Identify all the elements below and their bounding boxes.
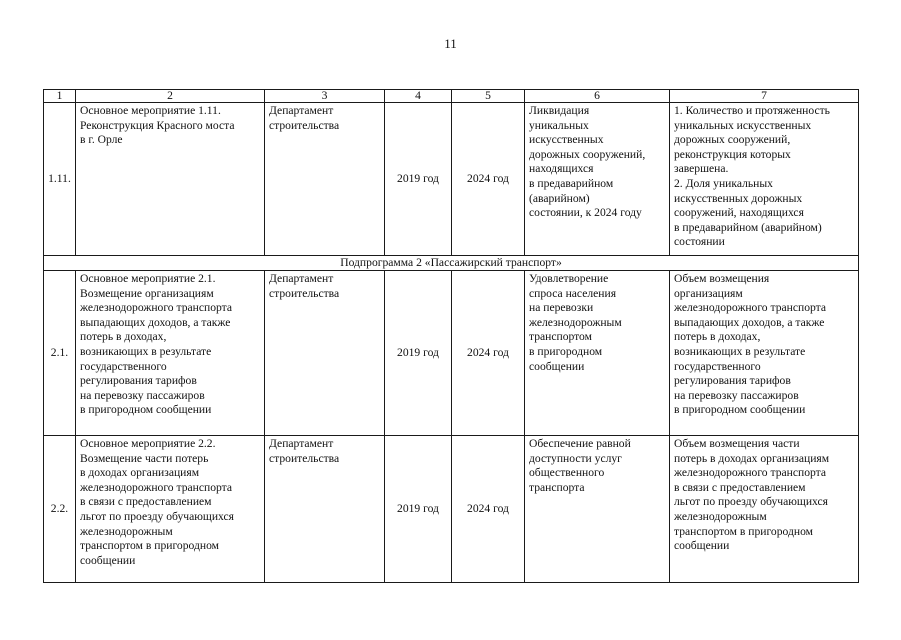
row-number: 2.1. — [44, 271, 76, 436]
table-row — [44, 436, 859, 583]
column-header: 1 — [44, 90, 76, 103]
program-events-table — [43, 89, 859, 583]
column-header: 5 — [452, 90, 525, 103]
page-number: 11 — [444, 36, 457, 51]
executor-cell: Департамент строительства — [265, 436, 385, 583]
end-year-cell: 2024 год — [452, 271, 525, 436]
end-year-cell: 2024 год — [452, 103, 525, 256]
subprogram-title: Подпрограмма 2 «Пассажирский транспорт» — [44, 256, 859, 271]
indicator-cell: Объем возмещения организациям железнодорожного транспорта выпадающих доходов, а также потерь в доходах, возникающих в результате государственного регулирования тарифов на перевозку пассажиров в пригородном сообщении — [670, 271, 859, 436]
column-header: 4 — [385, 90, 452, 103]
start-year-cell: 2019 год — [385, 103, 452, 256]
column-header: 7 — [670, 90, 859, 103]
column-number-row — [44, 90, 859, 103]
event-name-cell: Основное мероприятие 1.11. Реконструкция Красного моста в г. Орле — [76, 103, 265, 256]
subprogram-row — [44, 256, 859, 271]
end-year-cell: 2024 год — [452, 436, 525, 583]
indicator-cell: 1. Количество и протяженность уникальных искусственных дорожных сооружений, реконструкция которых завершена. 2. Доля уникальных искусственных дорожных сооружений, находящихся в предаварийном (аварийном) состоянии — [670, 103, 859, 256]
expected-result-cell: Обеспечение равной доступности услуг общественного транспорта — [525, 436, 670, 583]
event-name-cell: Основное мероприятие 2.2. Возмещение части потерь в доходах организациям железнодорожного транспорта в связи с предоставлением льгот по проезду обучающихся железнодорожным транспортом в пригородном сообщении — [76, 436, 265, 583]
expected-result-cell: Удовлетворение спроса населения на перевозки железнодорожным транспортом в пригородном сообщении — [525, 271, 670, 436]
start-year-cell: 2019 год — [385, 271, 452, 436]
start-year-cell: 2019 год — [385, 436, 452, 583]
expected-result-cell: Ликвидация уникальных искусственных дорожных сооружений, находящихся в предаварийном (аварийном) состоянии, к 2024 году — [525, 103, 670, 256]
executor-cell: Департамент строительства — [265, 271, 385, 436]
column-header: 6 — [525, 90, 670, 103]
column-header: 2 — [76, 90, 265, 103]
executor-cell: Департамент строительства — [265, 103, 385, 256]
indicator-cell: Объем возмещения части потерь в доходах организациям железнодорожного транспорта в связи с предоставлением льгот по проезду обучающихся железнодорожным транспортом в пригородном сообщении — [670, 436, 859, 583]
table-row — [44, 103, 859, 256]
row-number: 1.11. — [44, 103, 76, 256]
row-number: 2.2. — [44, 436, 76, 583]
table-row — [44, 271, 859, 436]
event-name-cell: Основное мероприятие 2.1. Возмещение организациям железнодорожного транспорта выпадающих доходов, а также потерь в доходах, возникающих в результате государственного регулирования тарифов на перевозку пассажиров в пригородном сообщении — [76, 271, 265, 436]
column-header: 3 — [265, 90, 385, 103]
